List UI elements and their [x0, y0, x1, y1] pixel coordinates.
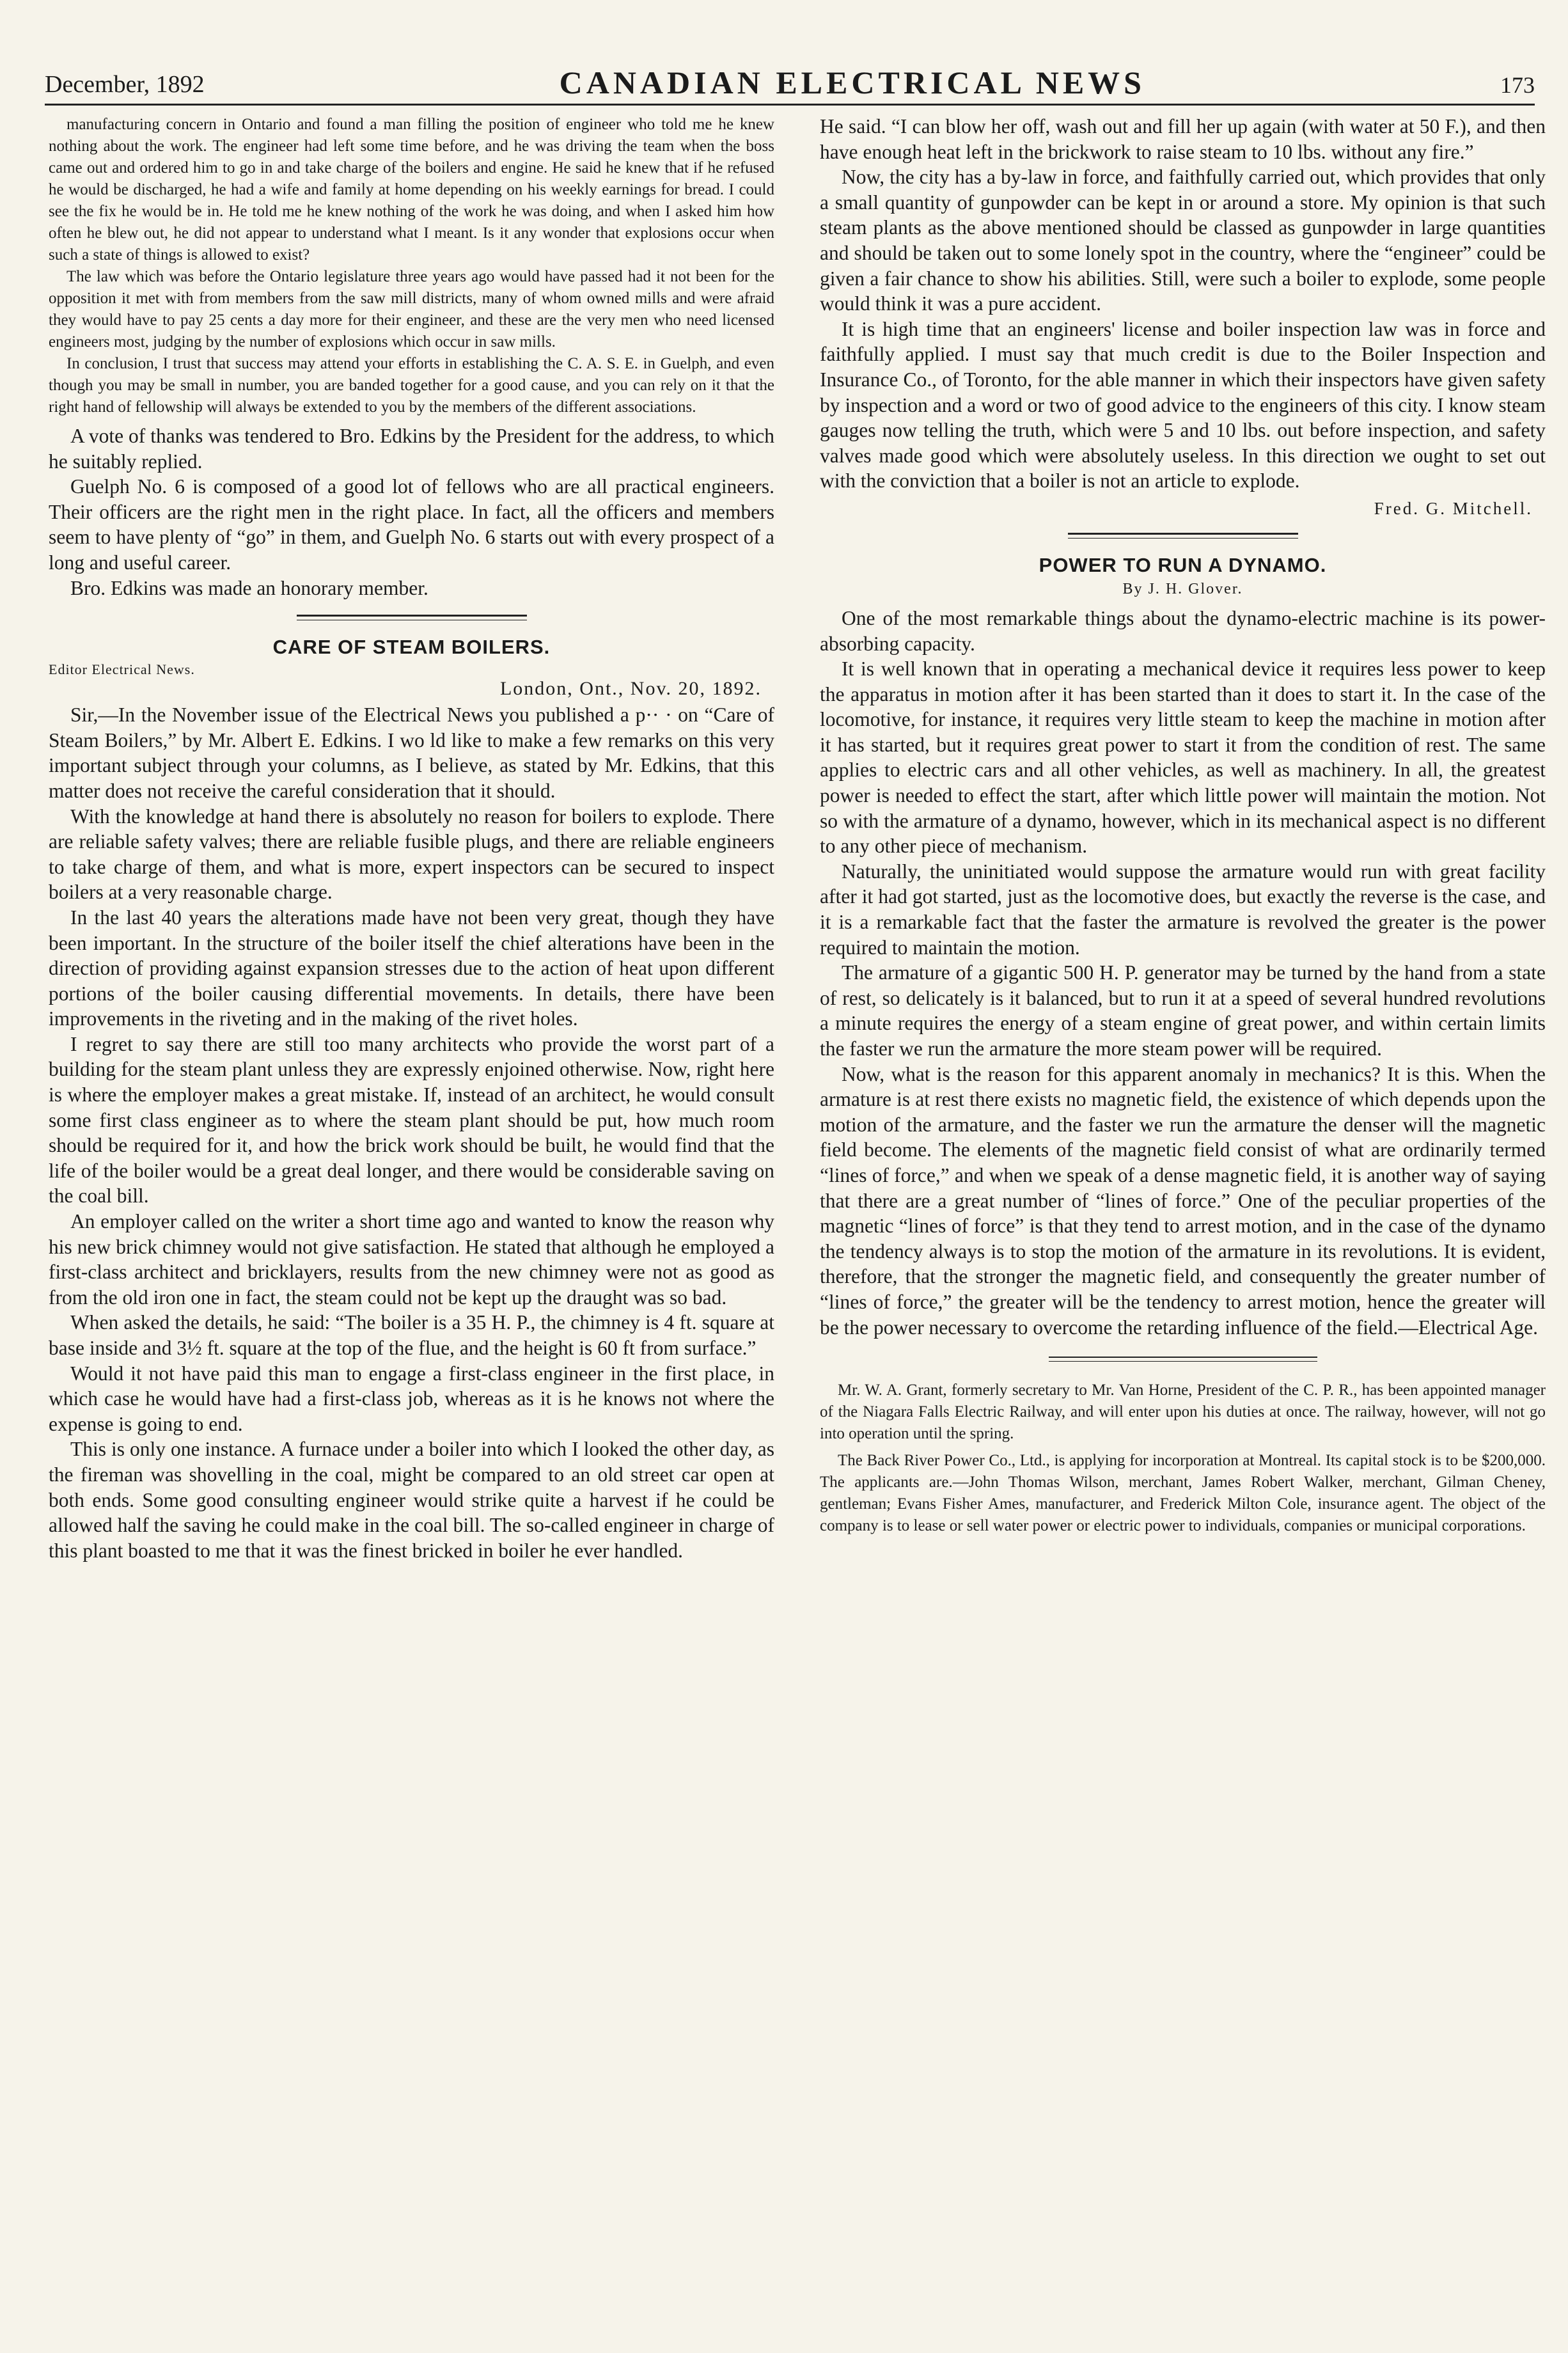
article-paragraph: When asked the details, he said: “The boiler is a 35 H. P., the chimney is 4 ft. square at base inside and 3½ ft. square at the top of the flue, and the height is 60 ft from surface.” — [49, 1311, 774, 1359]
article-paragraph: One of the most remarkable things about the dynamo-electric machine is its power-absorbing capacity. — [820, 606, 1546, 655]
publication-title: CANADIAN ELECTRICAL NEWS — [559, 65, 1145, 100]
article-paragraph: With the knowledge at hand there is absolutely no reason for boilers to explode. There are reliable safety valves; there are reliable fusible plugs, and there are reliable engineers to take charge of them, and what is more, expert inspectors can be secured to inspect boilers at a very reasonable charge. — [49, 805, 774, 904]
article-paragraph: He said. “I can blow her off, wash out and fill her up again (with water at 50 F.), and then have enough heat left in the brickwork to raise steam to 10 lbs. without any fire.” — [820, 115, 1546, 163]
letter-paragraph: In conclusion, I trust that success may attend your efforts in establishing the C. A. S. E. in Guelph, and even though you may be small in number, you are banded together for a good cause, and you can rely on it that the right hand of fellowship will always be extended to you by the members of the different associations. — [49, 355, 774, 416]
page-number: 173 — [1500, 72, 1535, 98]
article-paragraph: This is only one instance. A furnace under a boiler into which I looked the other day, as the fireman was shovelling in the coal, might be compared to an old street car open at both ends. Some good consulting engineer would strike quite a harvest if he could be allowed half the saving he could make in the coal bill. The so-called engineer in charge of this plant boasted to me that it was the finest bricked in boiler he ever handled. — [49, 1438, 774, 1562]
report-paragraph: Bro. Edkins was made an honorary member. — [70, 576, 428, 599]
letter-paragraph: The law which was before the Ontario legislature three years ago would have passed had it not been for the opposition it met with from members from the saw mill districts, many of whom owned mills and were afraid they would have to pay 25 cents a day more for their engineer, and these are the very men who need licensed engineers most, judging by the number of explosions which occur in saw mills. — [49, 268, 774, 350]
news-item: Mr. W. A. Grant, formerly secretary to Mr. Van Horne, President of the C. P. R., has been appointed manager of the Niagara Falls Electric Railway, and will enter upon his duties at once. The railway, however, will not go into operation until the spring. — [820, 1381, 1546, 1443]
editor-line: Editor Electrical News. — [49, 661, 195, 678]
article-paragraph: Now, what is the reason for this apparent anomaly in mechanics? It is this. When the armature is at rest there exists no magnetic field, the existence of which depends upon the motion of the armature, and the faster we run the armature the denser will the magnetic field become. The elements of the magnetic field consist of what are ordinarily termed “lines of force,” and when we speak of a dense magnetic field, it is another way of saying that there are a great number of “lines of force.” One of the peculiar properties of the magnetic “lines of force” is that they tend to arrest motion, and in the case of the dynamo the tendency always is to stop the motion of the armature in its revolutions. It is evident, therefore, that the stronger the magnetic field, and consequently the greater number of “lines of force,” the greater will be the tendency to arrest motion, hence the greater will be the power necessary to overcome the retarding influence of the field.—Electrical Age. — [820, 1062, 1546, 1339]
article-heading-steam-boilers: CARE OF STEAM BOILERS. — [272, 636, 551, 659]
article-byline: By J. H. Glover. — [1122, 580, 1243, 597]
article-paragraph: In the last 40 years the alterations made have not been very great, though they have been important. In the structure of the boiler itself the chief alterations have been in the direction of providing against expansion stresses due to the action of heat upon different portions of the boiler causing differential movements. In details, there have been improvements in the riveting and in the making of the rivet holes. — [49, 906, 774, 1030]
article-paragraph: The armature of a gigantic 500 H. P. generator may be turned by the hand from a state of rest, so delicately is it balanced, but to run it at a speed of several hundred revolutions a minute requires the energy of a steam engine of great power, and within certain limits the faster we run the armature the more steam power will be required. — [820, 961, 1546, 1060]
article-paragraph: It is well known that in operating a mechanical device it requires less power to keep the apparatus in motion after it has been started than it does to start it. In the case of the locomotive, for instance, it requires very little steam to keep the machine in motion after it has started, but it requires great power to start it from the condition of rest. The same applies to electric cars and all other vehicles, as well as machinery. In all, the greatest power is needed to effect the start, after which little power will maintain the motion. Not so with the armature of a dynamo, however, which in its mechanical aspect is no different to any other piece of mechanism. — [820, 657, 1546, 858]
article-paragraph: Would it not have paid this man to engage a first-class engineer in the first place, in which case he would have had a first-class job, whereas as it is he knows not where the expense is going to end. — [49, 1362, 774, 1435]
article-paragraph: I regret to say there are still too many architects who provide the worst part of a building for the steam plant unless they are expressly enjoined otherwise. Now, right here is where the employer makes a great mistake. If, instead of an architect, he would consult some first class engineer as to where the steam plant should be put, how much room should be required for it, and how the brick work should be built, he would find that the life of the boiler would be a great deal longer, and there would be considerable saving on the coal bill. — [49, 1032, 774, 1208]
masthead — [45, 59, 1535, 106]
article-paragraph: Naturally, the uninitiated would suppose the armature would run with great facility after it had got started, just as the locomotive does, but exactly the reverse is the case, and it is a remarkable fact that the faster the armature is revolved the greater is the power required to maintain the motion. — [820, 860, 1546, 959]
issue-date: December, 1892 — [45, 71, 205, 98]
news-item: The Back River Power Co., Ltd., is applying for incorporation at Montreal. Its capital stock is to be $200,000. The applicants are.—John Thomas Wilson, merchant, James Robert Walker, merchant, Gilman Cheney, gentleman; Evans Fisher Ames, manufacturer, and Frederick Milton Cole, insurance agent. The object of the company is to lease or sell water power or electric power to individuals, companies or municipal corporations. — [820, 1452, 1546, 1535]
article-paragraph: It is high time that an engineers' license and boiler inspection law was in force and faithfully applied. I must say that much credit is due to the Boiler Inspection and Insurance Co., of Toronto, for the able manner in which their inspectors have given safety by inspection and a word or two of good advice to the engineers of this city. I know steam gauges now telling the truth, which were 5 and 10 lbs. out before inspection, and safety valves made good which were absolutely useless. In this direction we ought to set out with the conviction that a boiler is not an article to explode. — [820, 317, 1546, 492]
section-divider — [297, 615, 527, 620]
left-column — [49, 114, 774, 1563]
section-divider — [1068, 533, 1298, 539]
report-paragraph: Guelph No. 6 is composed of a good lot of fellows who are all practical engineers. Their officers are the right men in the right place. In fact, all the officers and members seem to have plenty of “go” in them, and Guelph No. 6 starts out with every prospect of a long and useful career. — [49, 475, 774, 574]
dateline: London, Ont., Nov. 20, 1892. — [499, 678, 762, 700]
author-signature: Fred. G. Mitchell. — [1374, 498, 1533, 518]
report-paragraph: A vote of thanks was tendered to Bro. Edkins by the President for the address, to which he suitably replied. — [49, 425, 774, 473]
article-paragraph: Now, the city has a by-law in force, and faithfully carried out, which provides that only a small quantity of gunpowder can be kept in or around a store. My opinion is that such steam plants as the above mentioned should be classed as gunpowder in large quantities and should be taken out to some lonely spot in the country, where the “engineer” could be given a fair chance to show his abilities. Still, were such a boiler to explode, some people would think it was a pure accident. — [820, 166, 1546, 315]
right-column — [820, 114, 1546, 1537]
letter-paragraph: manufacturing concern in Ontario and found a man filling the position of engineer who told me he knew nothing about the work. The engineer had left some time before, and he was driving the team when the boss came out and ordered him to go in and take charge of the boilers and engine. He said he knew that if he refused he would be discharged, he had a wife and family at home depending on his weekly earnings for bread. I could see the fix he would be in. He told me he knew nothing of the work he was doing, and when I asked him how often he blew out, he did not appear to understand what I meant. Is it any wonder that explosions occur when such a state of things is allowed to exist? — [49, 116, 774, 264]
section-divider — [1049, 1357, 1317, 1362]
article-paragraph: Sir,—In the November issue of the Electrical News you published a p·· · on “Care of Steam Boilers,” by Mr. Albert E. Edkins. I wo ld like to make a few remarks on this very important subject through your columns, as I believe, as stated by Mr. Edkins, that this matter does not receive the careful consideration that it should. — [49, 704, 774, 802]
article-paragraph: An employer called on the writer a short time ago and wanted to know the reason why his new brick chimney would not give satisfaction. He stated that although he employed a first-class architect and bricklayers, results from the new chimney were not as good as from the old iron one in fact, the steam could not be kept up the draught was so bad. — [49, 1210, 774, 1309]
article-heading-dynamo: POWER TO RUN A DYNAMO. — [1039, 553, 1327, 576]
